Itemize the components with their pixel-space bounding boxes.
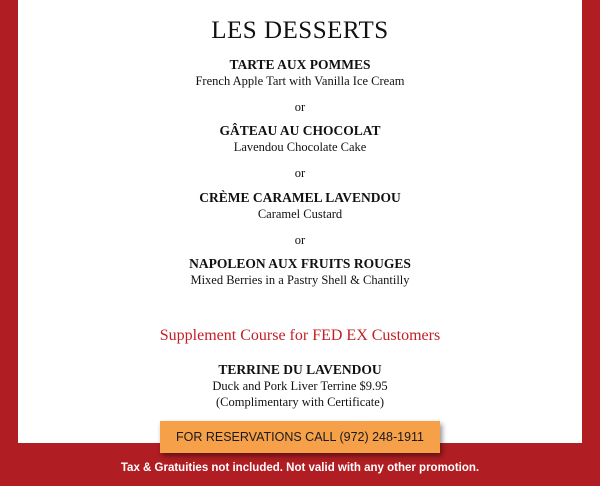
dish-name: NAPOLEON AUX FRUITS ROUGES: [189, 256, 411, 271]
dish-description: Caramel Custard: [257, 207, 343, 221]
dish-name: TERRINE DU LAVENDOU: [218, 362, 382, 377]
supplement-heading: Supplement Course for FED EX Customers: [159, 327, 441, 344]
dish-description: Duck and Pork Liver Terrine $9.95: [212, 379, 388, 393]
dish-description: Lavendou Chocolate Cake: [233, 140, 367, 154]
dessert-item: [18, 123, 582, 155]
dish-description: Mixed Berries in a Pastry Shell & Chantilly: [190, 273, 410, 287]
supplement-note: (Complimentary with Certificate): [215, 395, 384, 409]
dish-name: GÂTEAU AU CHOCOLAT: [219, 123, 381, 138]
dessert-item: [18, 256, 582, 288]
footer-disclaimer: Tax & Gratuities not included. Not valid with any other promotion.: [120, 462, 480, 474]
or-separator: or: [294, 166, 306, 180]
or-separator: or: [294, 100, 306, 114]
dish-description: French Apple Tart with Vanilla Ice Cream: [195, 74, 405, 88]
reservation-button[interactable]: FOR RESERVATIONS CALL (972) 248-1911: [160, 421, 440, 453]
dish-name: TARTE AUX POMMES: [229, 57, 371, 72]
dish-name: CRÈME CARAMEL LAVENDOU: [199, 190, 401, 205]
dessert-item: [18, 190, 582, 222]
menu-card: [18, 0, 582, 443]
supplement-item: [18, 362, 582, 410]
dessert-item: [18, 57, 582, 89]
section-title: LES DESSERTS: [211, 17, 389, 44]
or-separator: or: [294, 233, 306, 247]
